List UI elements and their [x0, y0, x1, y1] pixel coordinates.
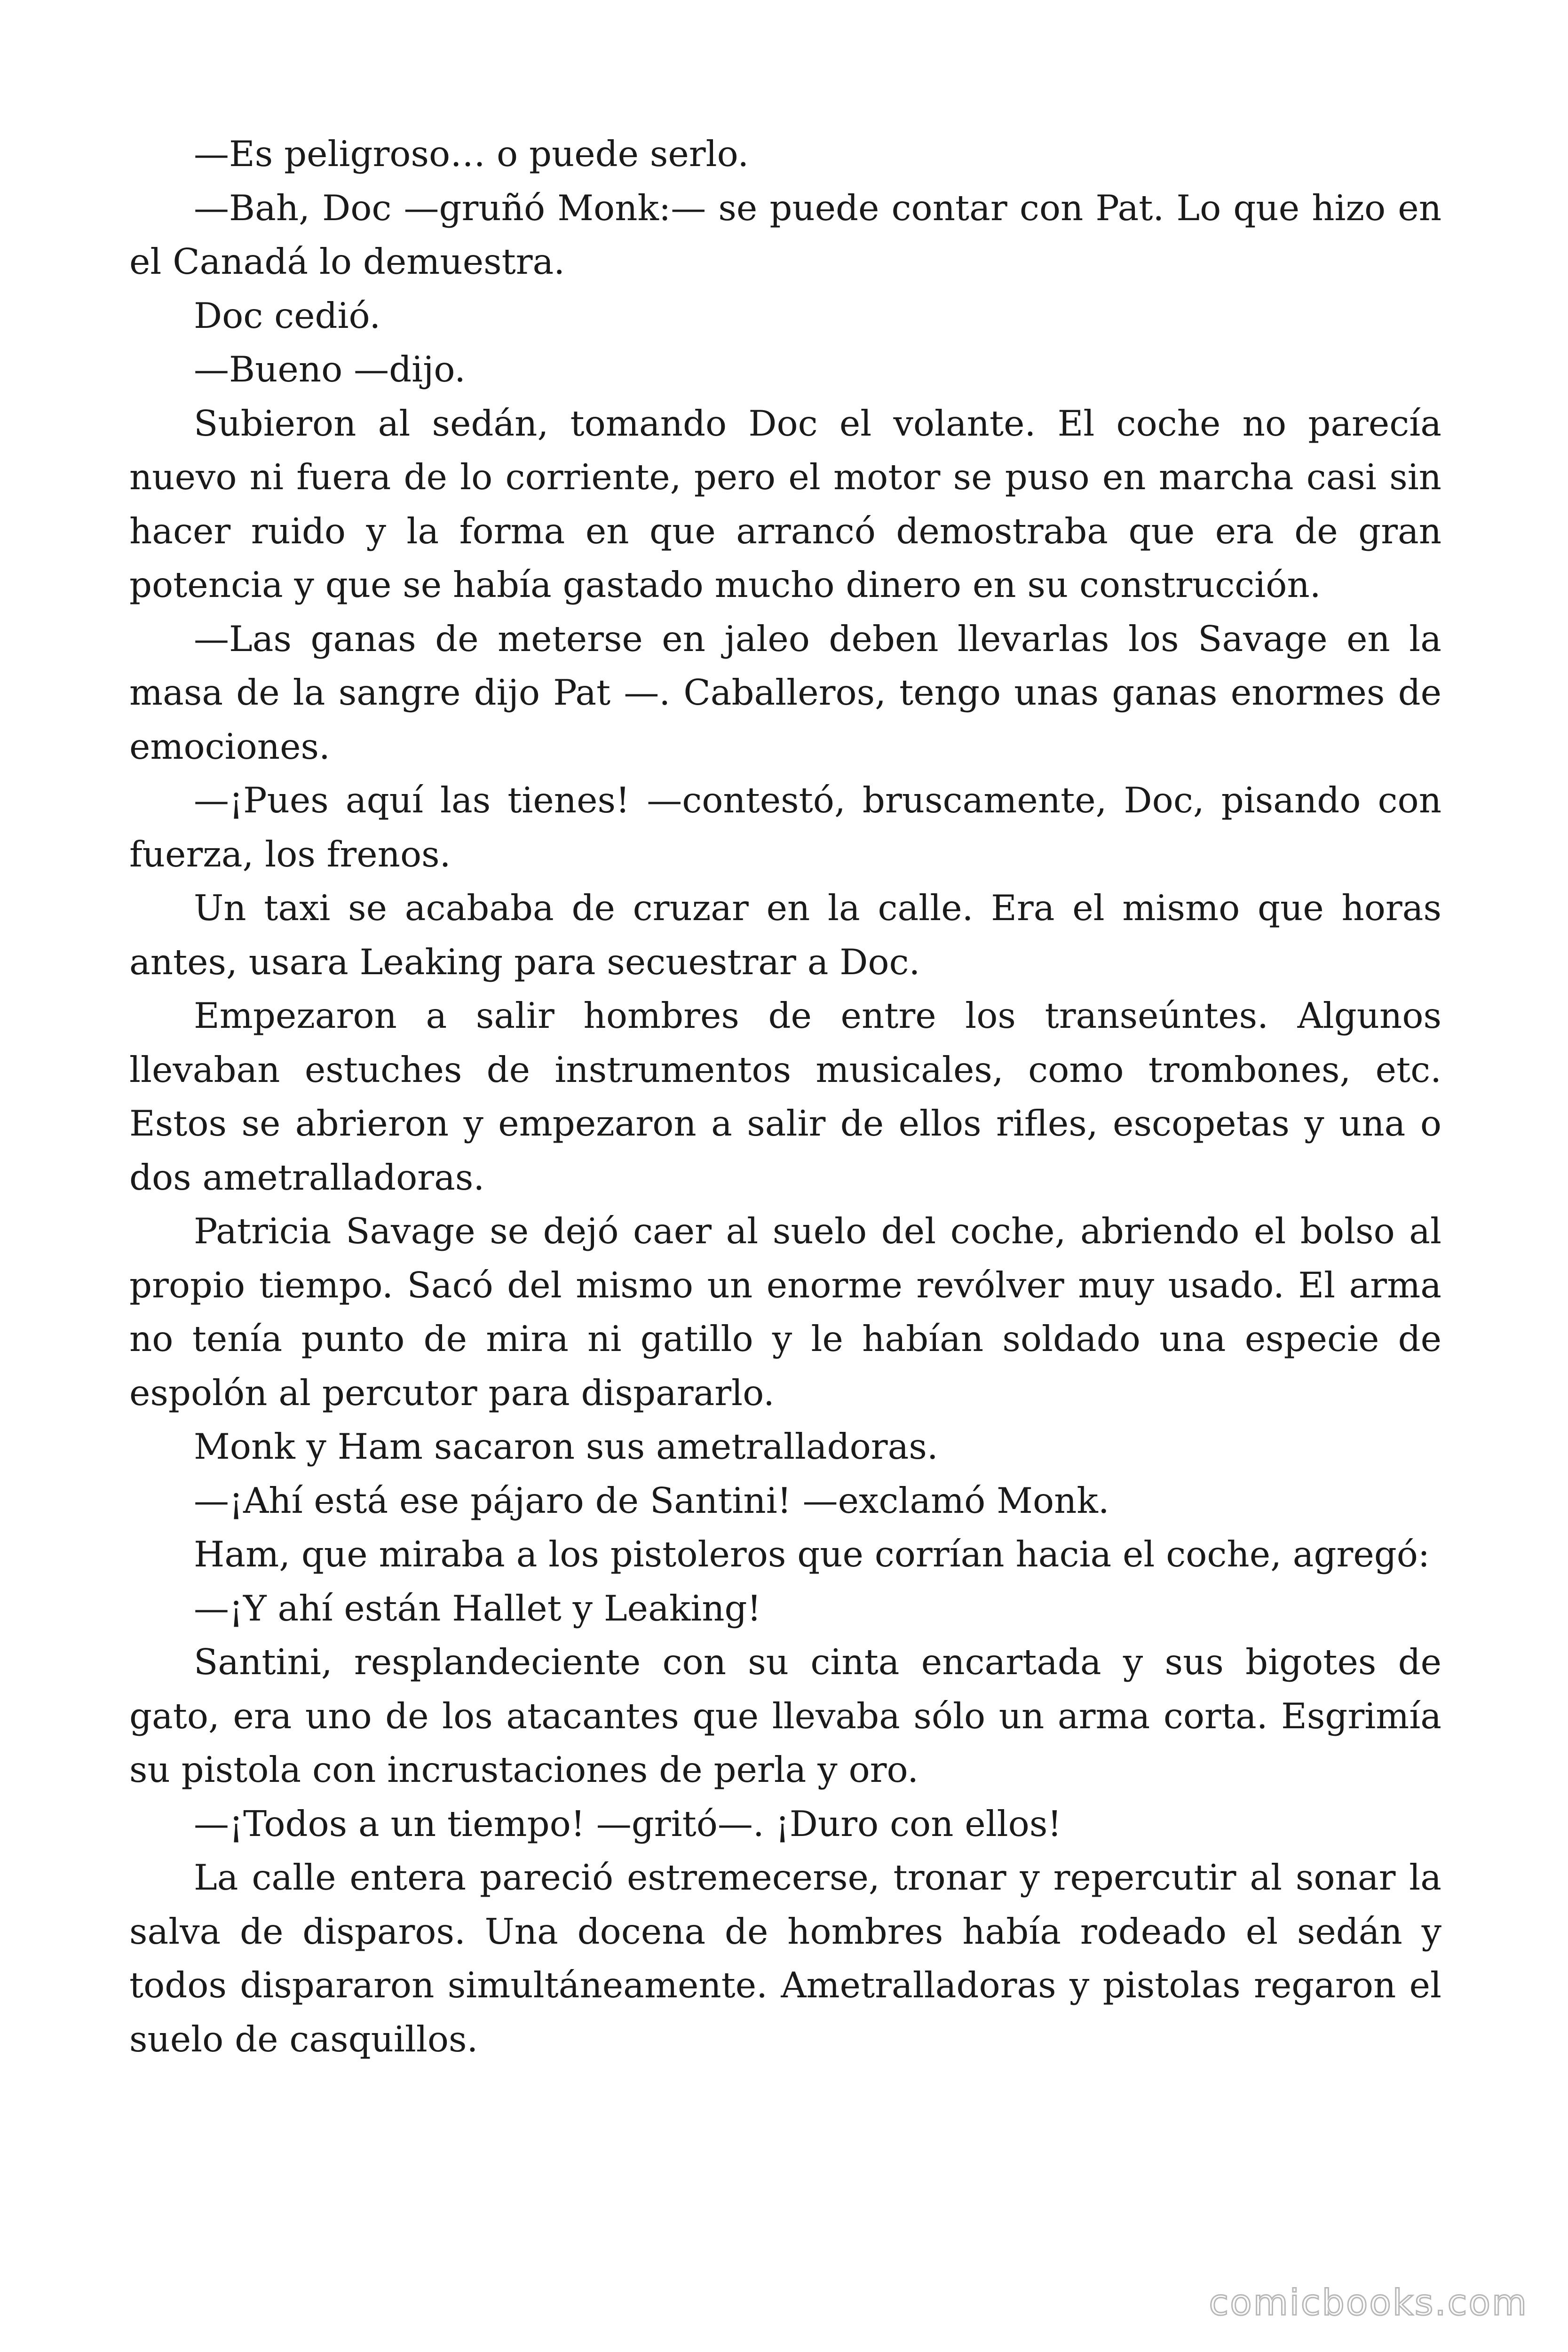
paragraph: —¡Pues aquí las tienes! —contestó, bruscamente, Doc, pisando con fuerza, los frenos.: [129, 779, 1441, 875]
paragraph: —Es peligroso… o puede serlo.: [194, 133, 749, 175]
paragraph: —Bueno —dijo.: [194, 349, 466, 390]
paragraph: Santini, resplandeciente con su cinta encartada y sus bigotes de gato, era uno de los atacantes que llevaba sólo un arma corta. Esgrimía su pistola con incrustaciones de perla y oro.: [129, 1641, 1441, 1790]
paragraph: Un taxi se acababa de cruzar en la calle. Era el mismo que horas antes, usara Leaking para secuestrar a Doc.: [129, 887, 1441, 983]
page-body: [129, 127, 1441, 2066]
paragraph: —¡Y ahí están Hallet y Leaking!: [194, 1587, 761, 1629]
paragraph: La calle entera pareció estremecerse, tronar y repercutir al sonar la salva de disparos. Una docena de hombres había rodeado el sedán y todos dispararon simultáneamente. Ametralladoras y pistolas regaron el suelo de casquillos.: [129, 1857, 1441, 2060]
watermark: comicbooks.com: [1209, 2281, 1528, 2323]
paragraph: Doc cedió.: [194, 294, 381, 336]
paragraph: Ham, que miraba a los pistoleros que corrían hacia el coche, agregó:: [194, 1534, 1430, 1575]
paragraph: —Bah, Doc —gruñó Monk:— se puede contar con Pat. Lo que hizo en el Canadá lo demuestra.: [129, 187, 1441, 282]
paragraph: —¡Todos a un tiempo! —gritó—. ¡Duro con ellos!: [194, 1803, 1062, 1844]
paragraph: Subieron al sedán, tomando Doc el volante. El coche no parecía nuevo ni fuera de lo corriente, pero el motor se puso en marcha casi sin hacer ruido y la forma en que arrancó demostraba que era de gran potencia y que se había gastado mucho dinero en su construcción.: [129, 402, 1441, 605]
paragraph: Patricia Savage se dejó caer al suelo del coche, abriendo el bolso al propio tiempo. Sacó del mismo un enorme revólver muy usado. El arma no tenía punto de mira ni gatillo y le habían soldado una especie de espolón al percutor para dispararlo.: [129, 1210, 1441, 1414]
paragraph: —Las ganas de meterse en jaleo deben llevarlas los Savage en la masa de la sangre dijo Pat —. Caballeros, tengo unas ganas enormes de emociones.: [129, 618, 1441, 767]
paragraph: Monk y Ham sacaron sus ametralladoras.: [194, 1426, 938, 1467]
paragraph: Empezaron a salir hombres de entre los transeúntes. Algunos llevaban estuches de instrumentos musicales, como trombones, etc. Estos se abrieron y empezaron a salir de ellos rifles, escopetas y una o dos ametralladoras.: [129, 995, 1441, 1198]
paragraph: —¡Ahí está ese pájaro de Santini! —exclamó Monk.: [194, 1479, 1109, 1521]
